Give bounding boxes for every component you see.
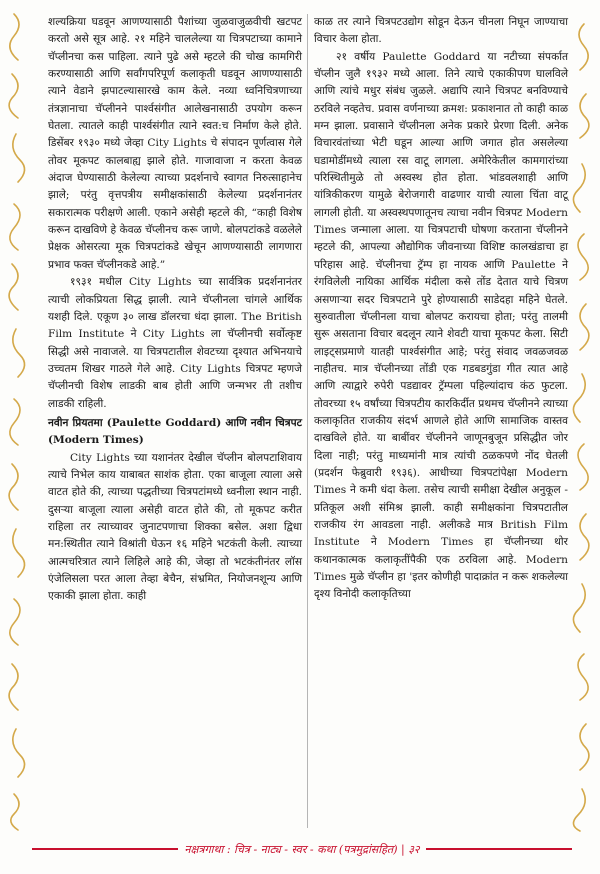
right-column xyxy=(314,14,568,604)
column-divider xyxy=(307,14,308,828)
right-ornamental-border xyxy=(570,4,596,840)
left-paragraph-2: १९३१ मधील City Lights च्या सार्वत्रिक प्रदर्शनानंतर त्याची लोकप्रियता सिद्ध झाली. त्याने चॅप्लीनला चांगले आर्थिक यशही दिले. एकूण ३० लाख डॉलरचा धंदा झाला. The British Film Institute ने City Lights ला चॅप्लीनची सर्वोत्कृष्ट सिद्धी असे नावाजले. या चित्रपटातील शेवटच्या दृश्यात अभिनयाचे उच्चतम शिखर गाठले गेले आहे. City Lights चित्रपट म्हणजे चॅप्लीनची विशेष लाडकी बाब होती आणि जन्मभर ती तशीच लाडकी राहिली. xyxy=(48,276,302,410)
left-ornamental-border xyxy=(4,4,34,840)
left-column xyxy=(48,14,302,606)
right-paragraph-1: काळ तर त्याने चित्रपटउद्योग सोडून देऊन चीनला निघून जाण्याचा विचार केला होता. xyxy=(314,16,568,46)
left-paragraph-3: City Lights च्या यशानंतर देखील चॅप्लीन बोलपटाशिवाय त्याचे निभेल काय याबाबत साशंक होता. एका बाजूला त्याला असे वाटत होते की, त्याच्या पद्धतीच्या चित्रपटांमध्ये ध्वनीला स्थान नाही. दुसऱ्या बाजूला त्याला असेही वाटत होते की, तो मूकपट करीत राहिला तर त्याच्यावर जुनाटपणाचा शिक्का बसेल. अशा द्विधा मन:स्थितीत त्याने विश्रांती घेऊन १६ महिने भटकंती केली. त्याच्या आत्मचरित्रात त्याने लिहिले आहे की, जेव्हा तो भटकंतीनंतर लॉस एंजेलिसला परत आला तेव्हा बेचैन, संभ्रमित, नियोजनशून्य आणि एकाकी झाला होता. काही xyxy=(48,451,302,603)
footer-text: नक्षत्रगाथा : चित्र - नाट्य - स्वर - कथा (पत्रमुद्रांसहित) | ३२ xyxy=(184,842,420,856)
right-paragraph-2: २१ वर्षीय Paulette Goddard या नटीच्या संपर्कात चॅप्लीन जुलै १९३२ मध्ये आला. तिने त्याचे एकाकीपण घालविले आणि त्यांचे मधुर संबंध जुळले. अद्यापि त्याने चित्रपट बनविण्याचे ठरविले नव्हतेच. प्रवास वर्णनाच्या क्रमश: प्रकाशनात तो काही काळ मग्न झाला. प्रवासाने चॅप्लीनला अनेक प्रकारे प्रेरणा दिली. अनेक विचारवंतांच्या भेटी घडून आल्या आणि जगात होत असलेल्या घडामोडींमध्ये त्याला रस वाटू लागला. अमेरिकेतील कामगारांच्या परिस्थितीमुळे तो अस्वस्थ होत होता. भांडवलशाही आणि यांत्रिकीकरण यामुळे बेरोजगारी वाढणार याची त्याला चिंता वाटू लागली होती. या अस्वस्थपणातूनच त्याचा नवीन चित्रपट Modern Times जन्माला आला. या चित्रपटाची घोषणा करताना चॅप्लीनने म्हटले की, आपल्या औद्योगिक जीवनाच्या विशिष्ट कालखंडाचा हा परिहास आहे. चॅप्लीनचा ट्रॅम्प हा नायक आणि Paulette ने रंगविलेली नायिका आर्थिक मंदीला कसे तोंड देतात याचे चित्रण असणाऱ्या सदर चित्रपटाने पुरे होण्यासाठी साडेदहा महिने घेतले. सुरुवातीला चॅप्लीनला याचा बोलपट करायचा होता; परंतु तालमी सुरू असताना विचार बदलून त्याने शेवटी याचा मूकपट केला. सिटी लाइट्सप्रमाणे यातही पार्श्वसंगीत आहे; परंतु संवाद जवळजवळ नाहीतच. मात्र चॅप्लीनच्या तोंडी एक गडबडगुंडा गीत त्यात आहे आणि त्याद्वारे रुपेरी पडद्यावर ट्रॅम्पला पहिल्यांदाच कंठ फुटला. तोवरच्या १५ वर्षांच्या चित्रपटीय कारकिर्दीत प्रथमच चॅप्लीनने त्याच्या कलाकृतित राजकीय संदर्भ आणले होते आणि सामाजिक वास्तव दाखविले होते. या बाबींवर चॅप्लीनने जाणूनबुजून प्रसिद्धीत जोर दिला नाही; परंतु माध्यमांनी मात्र त्यांची ठळकपणे नोंद घेतली (प्रदर्शन फेब्रुवारी १९३६). आधीच्या चित्रपटांपेक्षा Modern Times ने कमी धंदा केला. तसेच त्याची समीक्षा देखील अनुकूल - प्रतिकूल अशी संमिश्र झाली. काही समीक्षकांना चित्रपटातील राजकीय रंग आवडला नाही. अलीकडे मात्र British Film Institute ने Modern Times हा चॅप्लीनच्या थोर कथानकात्मक कलाकृतींपैकी एक ठरविला आहे. Modern Times मुळे चॅप्लीन हा 'इतर कोणीही पादाक्रांत न करू शकलेल्या दृश्य विनोदी कलाकृतिच्या xyxy=(314,50,568,601)
footer-rule-left xyxy=(32,848,178,850)
page-footer xyxy=(32,838,572,860)
footer-rule-right xyxy=(426,848,572,850)
section-heading: नवीन प्रियतमा (Paulette Goddard) आणि नवीन चित्रपट (Modern Times) xyxy=(48,416,302,447)
left-paragraph-1: शल्यक्रिया घडवून आणण्यासाठी पैशांच्या जुळवाजुळवीची खटपट करतो असे सूत्र आहे. २१ महिने चाललेल्या या चित्रपटाच्या कामाने चॅप्लीनचा कस पाहिला. त्याने पुढे असे म्हटले की चोख कामगिरी करण्यासाठी आणि सर्वांगपरिपूर्ण कलाकृती घडवून आणण्यासाठी त्याने वेडाने झपाटल्यासारखे काम केले. नव्या ध्वनिचित्रणाच्या तंत्रज्ञानाचा चॅप्लीनने पार्श्वसंगीत आलेखनासाठी उपयोग करून घेतला. त्यातले काही पार्श्वसंगीत त्याने स्वत:च निर्माण केले होते. डिसेंबर १९३० मध्ये जेव्हा City Lights चे संपादन पूर्णत्वास गेले तोवर मूकपट कालबाह्य झाले होते. गाजावाजा न करता केवळ अंदाज घेण्यासाठी केलेल्या त्याच्या प्रदर्शनाचे स्वागत निरुत्साहानेच झाले; परंतु वृत्तपत्रीय समीक्षकांसाठी केलेल्या प्रदर्शनानंतर सकारात्मक परीक्षणे आली. एकाने असेही म्हटले की, “काही विशेष करून दाखविणे हे केवळ चॅप्लीनच करू जाणे. बोलपटांकडे वळलेले प्रेक्षक ओसरत्या मूक चित्रपटांकडे खेचून आणण्यासाठी लागणारा प्रभाव फक्त चॅप्लीनकडे आहे.” xyxy=(48,16,302,271)
